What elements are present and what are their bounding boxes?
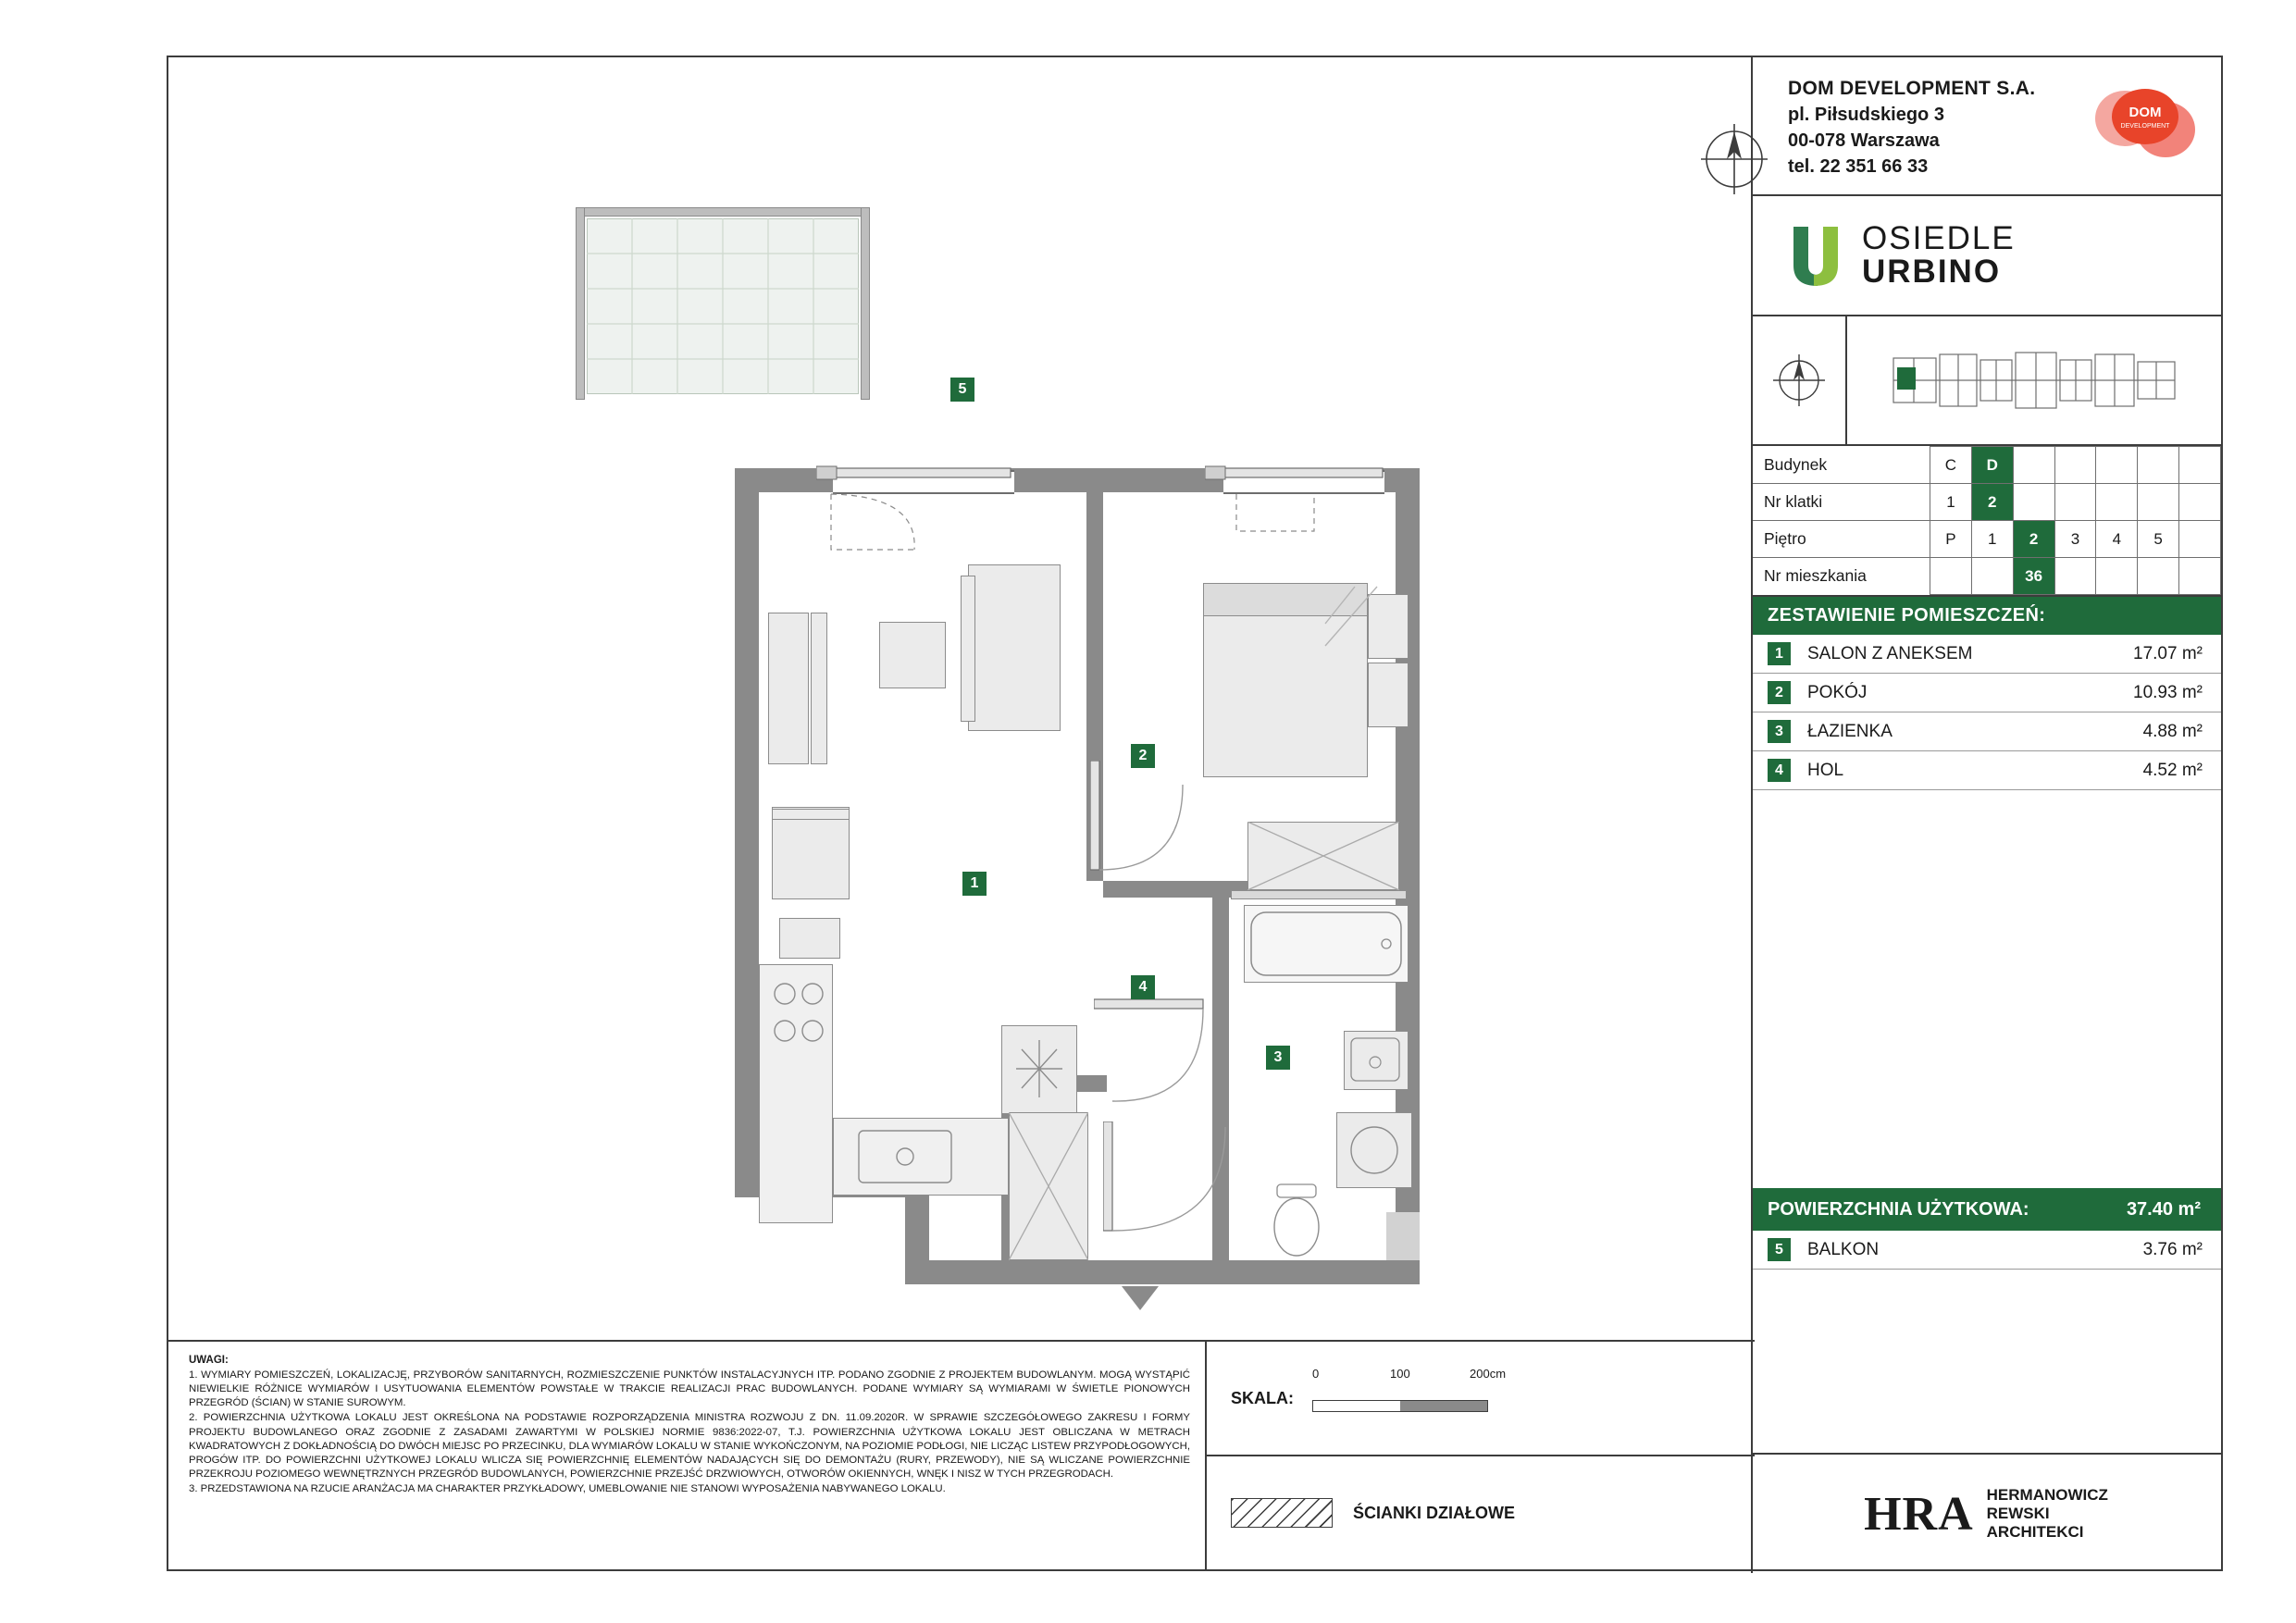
- estate-name-line2: URBINO: [1862, 254, 2002, 290]
- sofa-arm: [961, 576, 975, 722]
- balcony-rail-left: [576, 207, 585, 400]
- shaft-block: [1386, 1212, 1420, 1260]
- cell-floor-6: [2179, 521, 2221, 558]
- notes-block: [168, 1342, 1207, 1569]
- table-row-floor: [1753, 521, 2221, 558]
- dom-development-logo: [2088, 81, 2201, 165]
- architect-block: [1751, 1453, 2221, 1573]
- key-plan-block: [1753, 316, 2221, 446]
- developer-address-2: 00-078 Warszawa: [1788, 130, 1940, 151]
- total-area-label: POWIERZCHNIA UŻYTKOWA:: [1768, 1198, 2029, 1220]
- plan-marker-1: 1: [962, 872, 987, 896]
- room-area-4: 4.52 m²: [2142, 760, 2203, 780]
- row-label-apartment: Nr mieszkania: [1764, 566, 1867, 586]
- legend-block: [1207, 1456, 1755, 1569]
- schedule-empty-space: [1753, 790, 2221, 1188]
- bath-wall-trim: [1231, 890, 1407, 899]
- architect-line-1: HERMANOWICZ: [1986, 1485, 2108, 1504]
- washbasin-icon: [1347, 1035, 1405, 1086]
- toilet-icon: [1264, 1183, 1329, 1260]
- cell-staircase-0: 1: [1930, 484, 1972, 521]
- total-area-value: 37.40 m²: [2126, 1198, 2201, 1220]
- balcony-name: BALKON: [1807, 1239, 1880, 1259]
- scale-block: [1207, 1342, 1755, 1456]
- cell-floor-4: 4: [2096, 521, 2138, 558]
- nightstand-2: [1368, 663, 1409, 727]
- plan-marker-5: 5: [950, 378, 974, 402]
- entrance-arrow-icon: [1120, 1284, 1160, 1312]
- wardrobe-cross: [1247, 822, 1399, 890]
- row-label-staircase: Nr klatki: [1753, 484, 1930, 521]
- cell-building-6: [2179, 447, 2221, 484]
- cooktop-icon: [766, 973, 831, 1057]
- cell-apartment-6: [2179, 558, 2221, 595]
- cell-building-3: [2054, 447, 2096, 484]
- developer-name: DOM DEVELOPMENT S.A.: [1788, 78, 2036, 99]
- notes-title: UWAGI:: [189, 1355, 229, 1366]
- key-compass: [1753, 316, 1847, 444]
- sofa: [968, 564, 1061, 731]
- cell-staircase-4: [2096, 484, 2138, 521]
- cell-building-1: D: [1971, 447, 2013, 484]
- table-row-staircase: [1753, 484, 2221, 521]
- washing-machine-icon: [1340, 1116, 1409, 1184]
- room-number-1: 1: [1768, 642, 1791, 665]
- room-area-2: 10.93 m²: [2133, 682, 2203, 702]
- note-item-1: 1. WYMIARY POMIESZCZEŃ, LOKALIZACJĘ, PRZYBORÓW SANITARNYCH, ROZMIESZCZENIE PUNKTÓW INSTALACYJNYCH ITP. PODANO ZGODNIE Z PROJEKTEM BUDOWLANYM. MOGĄ WYSTĄPIĆ NIEWIELKIE RÓŻNICE WYMIARÓW I USYTUOWANIA ELEMENTÓW POWSTAŁE W TRAKCIE REALIZACJI PRAC BUDOWLANYCH. PODANE WYMIARY SĄ WYMIARAMI W ŚWIETLE PIONOWYCH PRZEGRÓD (ŚCIAN) W STANIE SUROWYM.: [189, 1369, 1190, 1409]
- room-area-3: 4.88 m²: [2142, 721, 2203, 741]
- table-row-building: [1753, 447, 2221, 484]
- sink-icon: [853, 1123, 964, 1190]
- cell-apartment-3: [2054, 558, 2096, 595]
- architect-line-2: REWSKI: [1986, 1504, 2050, 1522]
- cell-floor-0: P: [1930, 521, 1972, 558]
- dining-chair-1: [772, 807, 850, 899]
- bottom-strip: [168, 1340, 1755, 1569]
- row-label-floor: Piętro: [1753, 521, 1930, 558]
- cell-apartment-4: [2096, 558, 2138, 595]
- appliance-icon: [1009, 1033, 1070, 1107]
- cell-apartment-0: [1930, 558, 1972, 595]
- room-row-3: [1753, 712, 2221, 751]
- scale-legend-block: [1207, 1342, 1755, 1569]
- window-swing-right: [1233, 490, 1344, 555]
- room-row-4: [1753, 751, 2221, 790]
- cell-staircase-6: [2179, 484, 2221, 521]
- rooms-schedule-header: ZESTAWIENIE POMIESZCZEŃ:: [1753, 597, 2221, 635]
- title-block-panel: [1751, 57, 2221, 1573]
- room-row-1: [1753, 635, 2221, 674]
- floor-plan-drawing: [168, 57, 1755, 1344]
- pillow-icon: [1322, 581, 1383, 653]
- cell-building-5: [2138, 447, 2179, 484]
- plan-marker-2: 2: [1131, 744, 1155, 768]
- room-name-1: SALON Z ANEKSEM: [1807, 643, 1973, 663]
- room-number-4: 4: [1768, 759, 1791, 782]
- building-key-plan: [1886, 336, 2182, 425]
- scale-label: SKALA:: [1231, 1388, 1294, 1407]
- balcony-rail-right: [861, 207, 870, 400]
- cell-staircase-3: [2054, 484, 2096, 521]
- svg-text:DEVELOPMENT: DEVELOPMENT: [2120, 123, 2170, 130]
- svg-text:DOM: DOM: [2128, 105, 2162, 120]
- dining-table: [772, 809, 850, 820]
- shelf-unit-2: [811, 613, 827, 764]
- architect-name: [1987, 1486, 2108, 1542]
- developer-phone: tel. 22 351 66 33: [1788, 156, 1929, 177]
- door-entrance: [1103, 1121, 1251, 1270]
- estate-logo-block: [1753, 196, 2221, 316]
- cell-staircase-1: 2: [1971, 484, 2013, 521]
- balcony-number: 5: [1768, 1238, 1791, 1261]
- key-plan-diagram: [1847, 336, 2221, 425]
- sheet-border: [167, 56, 2223, 1571]
- plan-marker-4: 4: [1131, 975, 1155, 999]
- cell-apartment-1: [1971, 558, 2013, 595]
- balcony-block: [1753, 1231, 2221, 1340]
- room-row-2: [1753, 674, 2221, 712]
- architect-line-3: ARCHITEKCI: [1986, 1523, 2084, 1542]
- room-area-1: 17.07 m²: [2133, 643, 2203, 663]
- balcony-rail-top: [576, 207, 870, 217]
- hall-wardrobe-cross: [1009, 1112, 1088, 1260]
- room-name-3: ŁAZIENKA: [1807, 721, 1893, 741]
- architect-logo: HRA: [1864, 1487, 1974, 1541]
- total-area-row: [1753, 1188, 2221, 1231]
- room-name-4: HOL: [1807, 760, 1844, 780]
- urbino-logo-icon: [1790, 225, 1842, 286]
- scale-tick-1: 100: [1390, 1366, 1410, 1381]
- estate-name-line1: OSIEDLE: [1862, 220, 2016, 257]
- rooms-schedule-list: [1753, 635, 2221, 790]
- developer-address-1: pl. Piłsudskiego 3: [1788, 105, 1944, 125]
- balcony-row: [1753, 1231, 2221, 1270]
- scale-bar: [1312, 1366, 1525, 1412]
- balcony-tiles: [587, 218, 859, 394]
- apartment-info-table: [1753, 446, 2221, 597]
- room-number-3: 3: [1768, 720, 1791, 743]
- note-item-2: 2. POWIERZCHNIA UŻYTKOWA LOKALU JEST OKREŚLONA NA PODSTAWIE ROZPORZĄDZENIA MINISTRA ROZWOJU Z DN. 11.09.2020R. W SPRAWIE SZCZEGÓŁOWEGO ZAKRESU I FORMY PROJEKTU BUDOWLANEGO ORAZ ZGODNIE Z ZASADAMI ZAWARTYMI W POLSKIEJ NORMIE 9836:2022-07, T.J. POWIERZCHNIA UŻYTKOWA LOKALU JEST OBLICZANA W METRACH KWADRATOWYCH Z DOKŁADNOŚCIĄ DO DWÓCH MIEJSC PO PRZECINKU, DLA WYMIARÓW LOKALU W STANIE WYKOŃCZONYM, NA POZIOMIE PODŁOGI, NIE LICZĄC LISTEW PRZYPODŁOGOWYCH, PROGÓW ITP. DO POWIERZCHNI UŻYTKOWEJ LOKALU WLICZA SIĘ POWIERZCHNIĘ ELEMENTÓW NADAJĄCYCH SIĘ DO DEMONTAŻU (RURY, PRZEWODY), NIE SĄ WLICZANE POWIERZCHNIE PRZEKROJU POZIOMEGO WEWNĘTRZNYCH PRZEGRÓD BUDOWLANYCH, POWIERZCHNIE PRZEJŚĆ DRZWIOWYCH, OTWORÓW OKIENNYCH, WNĘK I NISZ W TYCH PRZEGRODACH.: [189, 1412, 1190, 1481]
- cell-staircase-5: [2138, 484, 2179, 521]
- row-label-building: Budynek: [1753, 447, 1930, 484]
- cell-staircase-2: [2013, 484, 2054, 521]
- table-row-apartment: [1753, 558, 2221, 595]
- note-item-3: 3. PRZEDSTAWIONA NA RZUCIE ARANŻACJA MA CHARAKTER PRZYKŁADOWY, UMEBLOWANIE NIE STANOWI WYPOSAŻENIA NABYWANEGO LOKALU.: [189, 1483, 946, 1495]
- balcony-area: 3.76 m²: [2142, 1239, 2203, 1259]
- cell-floor-3: 3: [2054, 521, 2096, 558]
- door-bathroom: [1094, 983, 1223, 1121]
- scale-tick-2: 200cm: [1470, 1366, 1507, 1381]
- dining-chair-2: [779, 918, 840, 959]
- room-number-2: 2: [1768, 681, 1791, 704]
- cell-floor-5: 5: [2138, 521, 2179, 558]
- plan-marker-3: 3: [1266, 1046, 1290, 1070]
- room-name-2: POKÓJ: [1807, 682, 1868, 702]
- compass-small-icon: [1769, 351, 1829, 410]
- scale-tick-0: 0: [1312, 1366, 1320, 1381]
- cell-building-4: [2096, 447, 2138, 484]
- partition-legend-label: ŚCIANKI DZIAŁOWE: [1353, 1503, 1515, 1522]
- shelf-unit: [768, 613, 809, 764]
- bathtub-icon: [1247, 909, 1407, 981]
- cell-floor-1: 1: [1971, 521, 2013, 558]
- cell-floor-2: 2: [2013, 521, 2054, 558]
- wall-left: [735, 468, 759, 1197]
- partition-hatch-swatch: [1231, 1498, 1333, 1528]
- cell-building-2: [2013, 447, 2054, 484]
- cell-building-0: C: [1930, 447, 1972, 484]
- cell-apartment-2: 36: [2013, 558, 2054, 595]
- side-table: [879, 622, 946, 688]
- door-room2: [1090, 761, 1192, 899]
- developer-block: [1753, 57, 2221, 196]
- cell-apartment-5: [2138, 558, 2179, 595]
- balcony-door-swing: [825, 490, 974, 592]
